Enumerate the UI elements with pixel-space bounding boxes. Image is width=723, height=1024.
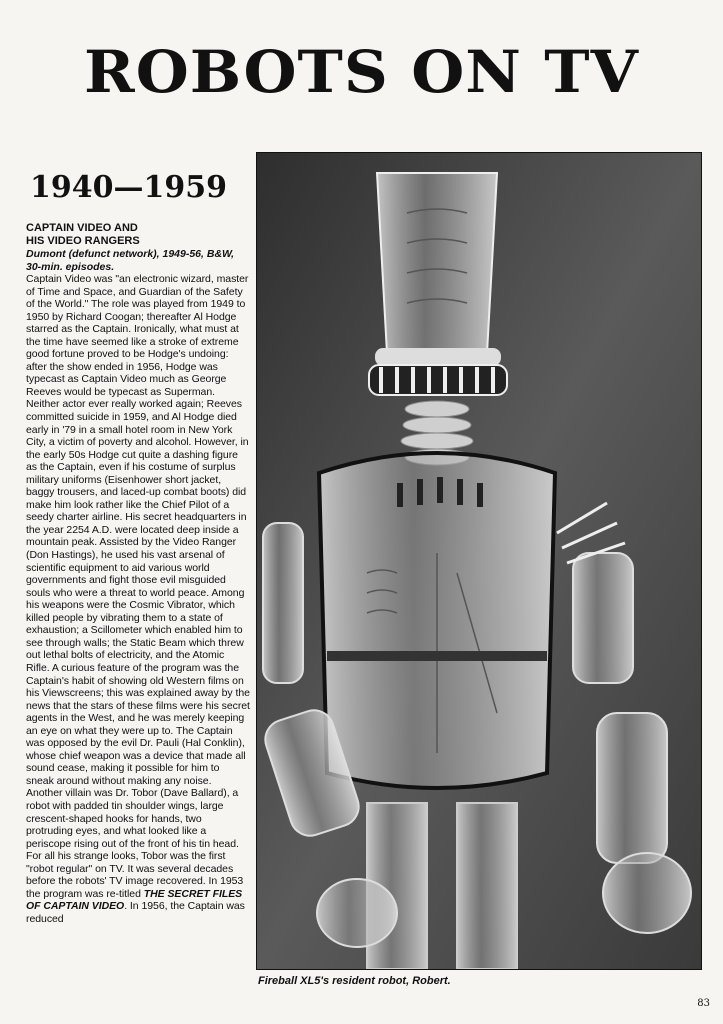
page-title: ROBOTS ON TV: [84, 38, 639, 106]
robot-photo: [256, 152, 702, 970]
article-subheading: Dumont (defunct network), 1949-56, B&W, 30-min. episodes.: [26, 248, 235, 273]
article-body-main: Captain Video was "an electronic wizard, master of Time and Space, and Guardian of the Safety of the World." The role was played from 1949 to 1950 by Richard Coogan; thereafter Al Hodge starred as the Captain. Ironically, what must at the time have seemed like a stroke of extreme good fortune proved to be Hodge's undoing: after the show ended in 1956, Hodge was typecast as Captain Video much as George Reeves would be typecast as Superman. Neither actor ever really worked again; Reeves committed suicide in 1959, and Al Hodge died early in '79 in a small hotel room in New York City, a victim of poverty and alcohol. However, in the early 50s Hodge cut quite a dashing figure as the Captain, even if his costume of surplus military uniforms (Eisenhower short jacket, baggy trousers, and laced-up combat boots) did make him look rather like the Chief Pilot of a seedy charter airline. His secret headquarters in the year 2254 A.D. were located deep inside a mountain peak. Assisted by the Video Ranger (Don Hastings), he used his vast arsenal of scientific equipment to aid various world governments and fight those evil misguided souls who were a threat to world peace. Among his weapons were the Cosmic Vibrator, which killed people by vibrating them to a state of exhaustion; a Scillometer which enabled him to see through walls; the Static Beam which threw out lethal bolts of electricity, and the Atomic Rifle. A curious feature of the program was the Captain's habit of showing old Western films on his Viewscreens; this was explained away by the news that the stars of these films were his secret agents in the West, and he was merely keeping an eye on what they were up to. The Captain was opposed by the evil Dr. Pauli (Hal Conklin), whose chief weapon was a device that made all sound cease, making it possible for him to sneak around without making any noise. Another villain was Dr. Tobor (Dave Ballard), a robot with padded tin shoulder wings, large crescent-shaped hooks for hands, two protruding eyes, and what looked like a periscope rising out of the front of his tin head. For all his strange looks, Tobor was the first "robot regular" on TV. It was several decades before the robots' TV image recovered. In 1953 the program was re-titled: [26, 273, 250, 900]
page-number: 83: [697, 998, 710, 1009]
photo-caption: Fireball XL5's resident robot, Robert.: [258, 975, 451, 987]
article-heading-line1: CAPTAIN VIDEO AND: [26, 222, 138, 234]
robot-illustration: [257, 153, 701, 969]
article-body-italic-title: THE SECRET FILES OF CAPTAIN VIDEO: [26, 887, 243, 913]
article-body-end: . In 1956, the Captain was reduced: [26, 900, 245, 925]
era-heading: 1940—1959: [30, 170, 227, 205]
article-heading-line2: HIS VIDEO RANGERS: [26, 235, 140, 247]
article: [26, 222, 250, 925]
article-body: [26, 273, 250, 925]
